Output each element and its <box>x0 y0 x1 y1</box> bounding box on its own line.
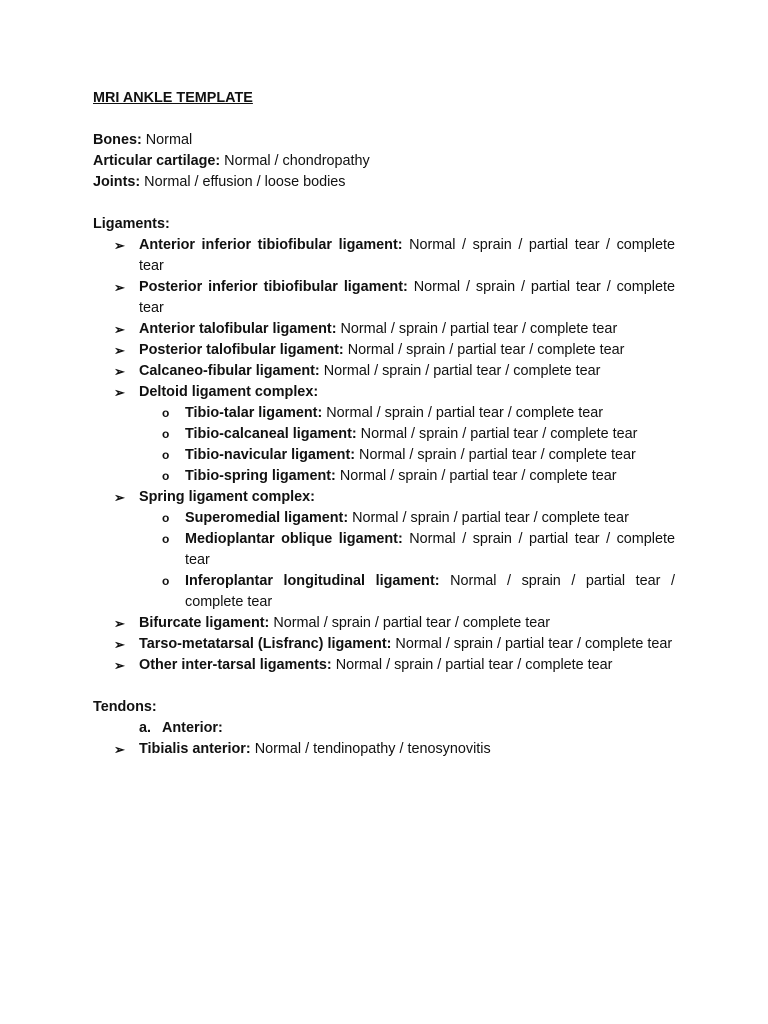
bones-value: Normal <box>141 132 193 148</box>
item-value: Normal / sprain / partial tear / complete tear <box>139 237 676 274</box>
list-item <box>162 445 675 466</box>
spacer <box>93 193 675 214</box>
cartilage-label: Articular cartilage: <box>93 153 221 169</box>
joints-value: Normal / effusion / loose bodies <box>140 174 346 190</box>
tendons-list <box>93 739 675 760</box>
list-item <box>114 634 675 655</box>
circle-bullet-icon: o <box>162 511 170 525</box>
cartilage-value: Normal / chondropathy <box>220 153 370 169</box>
item-value: Normal / sprain / partial tear / complete tear <box>331 657 613 673</box>
circle-bullet-icon: o <box>162 469 170 483</box>
item-value: Normal / sprain / partial tear / complete tear <box>356 426 638 442</box>
item-value: Normal / sprain / partial tear / complete tear <box>185 573 675 610</box>
list-item <box>114 655 675 676</box>
tendons-subheading <box>93 718 675 739</box>
arrow-bullet-icon: ➢ <box>114 742 125 757</box>
list-item <box>114 361 675 382</box>
item-value: Normal / sprain / partial tear / complete tear <box>322 405 603 421</box>
item-label: Anterior talofibular ligament: <box>139 321 337 337</box>
item-value: Normal / sprain / partial tear / complete tear <box>336 321 618 337</box>
arrow-bullet-icon: ➢ <box>114 616 125 631</box>
sub-letter: a. <box>139 720 152 736</box>
circle-bullet-icon: o <box>162 448 170 462</box>
circle-bullet-icon: o <box>162 406 170 420</box>
item-label: Posterior inferior tibiofibular ligament: <box>139 279 408 295</box>
item-value: Normal / sprain / partial tear / complete tear <box>391 636 673 652</box>
list-item <box>162 529 675 571</box>
arrow-bullet-icon: ➢ <box>114 658 125 673</box>
joints-label: Joints: <box>93 174 141 190</box>
deltoid-sublist <box>139 403 675 487</box>
cartilage-line <box>93 151 675 172</box>
circle-bullet-icon: o <box>162 532 170 546</box>
item-value: Normal / sprain / partial tear / complete tear <box>319 363 601 379</box>
document-title: MRI ANKLE TEMPLATE <box>93 90 253 106</box>
arrow-bullet-icon: ➢ <box>114 280 125 295</box>
item-label: Bifurcate ligament: <box>139 615 270 631</box>
tendons-heading: Tendons: <box>93 699 157 715</box>
item-label: Superomedial ligament: <box>185 510 349 526</box>
list-item <box>162 403 675 424</box>
ligaments-heading: Ligaments: <box>93 216 170 232</box>
item-label: Tibio-calcaneal ligament: <box>185 426 357 442</box>
item-value: Normal / sprain / partial tear / complete tear <box>348 510 629 526</box>
joints-line <box>93 172 675 193</box>
list-item <box>114 739 675 760</box>
item-label: Anterior inferior tibiofibular ligament: <box>139 237 403 253</box>
spacer <box>93 676 675 697</box>
item-label: Tibio-navicular ligament: <box>185 447 356 463</box>
item-value: Normal / sprain / partial tear / complete tear <box>139 279 675 316</box>
list-item <box>114 340 675 361</box>
list-item <box>114 319 675 340</box>
arrow-bullet-icon: ➢ <box>114 637 125 652</box>
item-label: Tibio-spring ligament: <box>185 468 336 484</box>
list-item <box>162 571 675 613</box>
item-label: Tarso-metatarsal (Lisfranc) ligament: <box>139 636 392 652</box>
item-label: Medioplantar oblique ligament: <box>185 531 403 547</box>
spacer <box>93 109 675 130</box>
list-item <box>114 613 675 634</box>
list-item <box>114 487 675 613</box>
item-label: Posterior talofibular ligament: <box>139 342 344 358</box>
list-item <box>162 466 675 487</box>
item-label: Tibio-talar ligament: <box>185 405 323 421</box>
item-value: Normal / sprain / partial tear / complete tear <box>185 531 675 568</box>
item-label: Inferoplantar longitudinal ligament: <box>185 573 440 589</box>
sub-heading-text: Anterior: <box>162 720 223 736</box>
circle-bullet-icon: o <box>162 574 170 588</box>
item-value: Normal / sprain / partial tear / complete tear <box>343 342 625 358</box>
item-label: Tibialis anterior: <box>139 741 251 757</box>
list-item <box>114 277 675 319</box>
document-content <box>93 88 675 760</box>
item-label: Other inter-tarsal ligaments: <box>139 657 332 673</box>
arrow-bullet-icon: ➢ <box>114 490 125 505</box>
item-label: Deltoid ligament complex: <box>139 384 319 400</box>
bones-line <box>93 130 675 151</box>
arrow-bullet-icon: ➢ <box>114 343 125 358</box>
item-value: Normal / sprain / partial tear / complete tear <box>335 468 617 484</box>
item-value: Normal / tendinopathy / tenosynovitis <box>250 741 491 757</box>
list-item <box>114 235 676 277</box>
spring-sublist <box>139 508 675 613</box>
ligaments-list <box>93 235 675 676</box>
item-label: Spring ligament complex: <box>139 489 315 505</box>
item-value: Normal / sprain / partial tear / complete tear <box>269 615 551 631</box>
arrow-bullet-icon: ➢ <box>114 238 125 253</box>
item-label: Calcaneo-fibular ligament: <box>139 363 320 379</box>
arrow-bullet-icon: ➢ <box>114 322 125 337</box>
list-item <box>114 382 675 487</box>
arrow-bullet-icon: ➢ <box>114 364 125 379</box>
circle-bullet-icon: o <box>162 427 170 441</box>
list-item <box>162 508 675 529</box>
bones-label: Bones: <box>93 132 142 148</box>
item-value: Normal / sprain / partial tear / complete tear <box>355 447 636 463</box>
list-item <box>162 424 675 445</box>
arrow-bullet-icon: ➢ <box>114 385 125 400</box>
